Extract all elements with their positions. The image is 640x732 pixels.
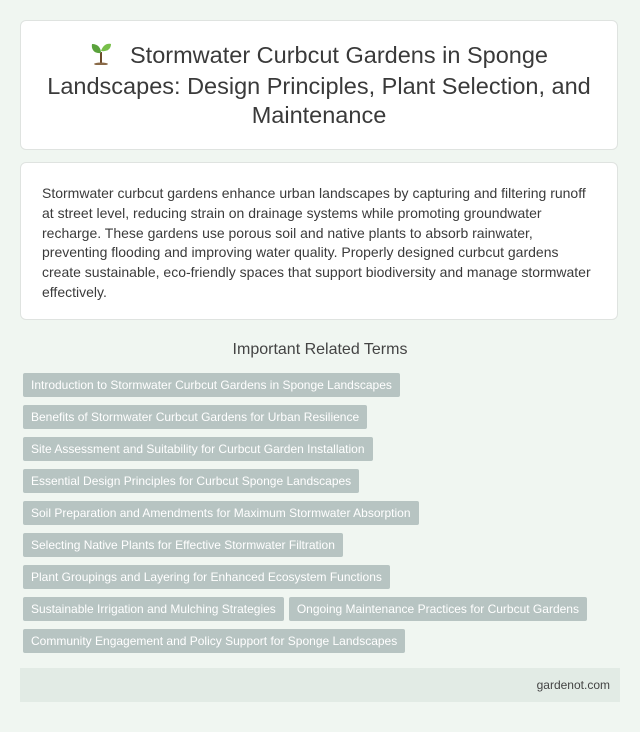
intro-card: [20, 162, 618, 320]
related-term-tag[interactable]: Soil Preparation and Amendments for Maximum Stormwater Absorption: [23, 501, 419, 525]
related-term-tag[interactable]: Community Engagement and Policy Support for Sponge Landscapes: [23, 629, 405, 653]
related-term-tag[interactable]: Ongoing Maintenance Practices for Curbcut Gardens: [289, 597, 587, 621]
footer: [20, 668, 620, 702]
related-terms-list: [23, 373, 623, 661]
related-term-tag[interactable]: Selecting Native Plants for Effective Stormwater Filtration: [23, 533, 343, 557]
footer-site-link[interactable]: gardenot.com: [536, 678, 610, 692]
related-term-tag[interactable]: Essential Design Principles for Curbcut Sponge Landscapes: [23, 469, 359, 493]
intro-paragraph: Stormwater curbcut gardens enhance urban landscapes by capturing and filtering runoff at street level, reducing strain on drainage systems while promoting groundwater recharge. These gardens use porous soil and native plants to absorb rainwater, preventing flooding and improving water quality. Properly designed curbcut gardens create sustainable, eco-friendly spaces that support biodiversity and manage stormwater effectively.: [42, 185, 591, 300]
related-term-tag[interactable]: Benefits of Stormwater Curbcut Gardens for Urban Resilience: [23, 405, 367, 429]
page-title-text: Stormwater Curbcut Gardens in Sponge Landscapes: Design Principles, Plant Selection, and Maintenance: [47, 41, 591, 128]
related-term-tag[interactable]: Plant Groupings and Layering for Enhanced Ecosystem Functions: [23, 565, 390, 589]
title-card: [20, 20, 618, 150]
page-title: [41, 41, 597, 130]
related-term-tag[interactable]: Introduction to Stormwater Curbcut Gardens in Sponge Landscapes: [23, 373, 400, 397]
related-term-tag[interactable]: Sustainable Irrigation and Mulching Strategies: [23, 597, 284, 621]
seedling-icon: [90, 41, 112, 72]
related-terms-heading: Important Related Terms: [232, 341, 408, 358]
related-term-tag[interactable]: Site Assessment and Suitability for Curbcut Garden Installation: [23, 437, 373, 461]
